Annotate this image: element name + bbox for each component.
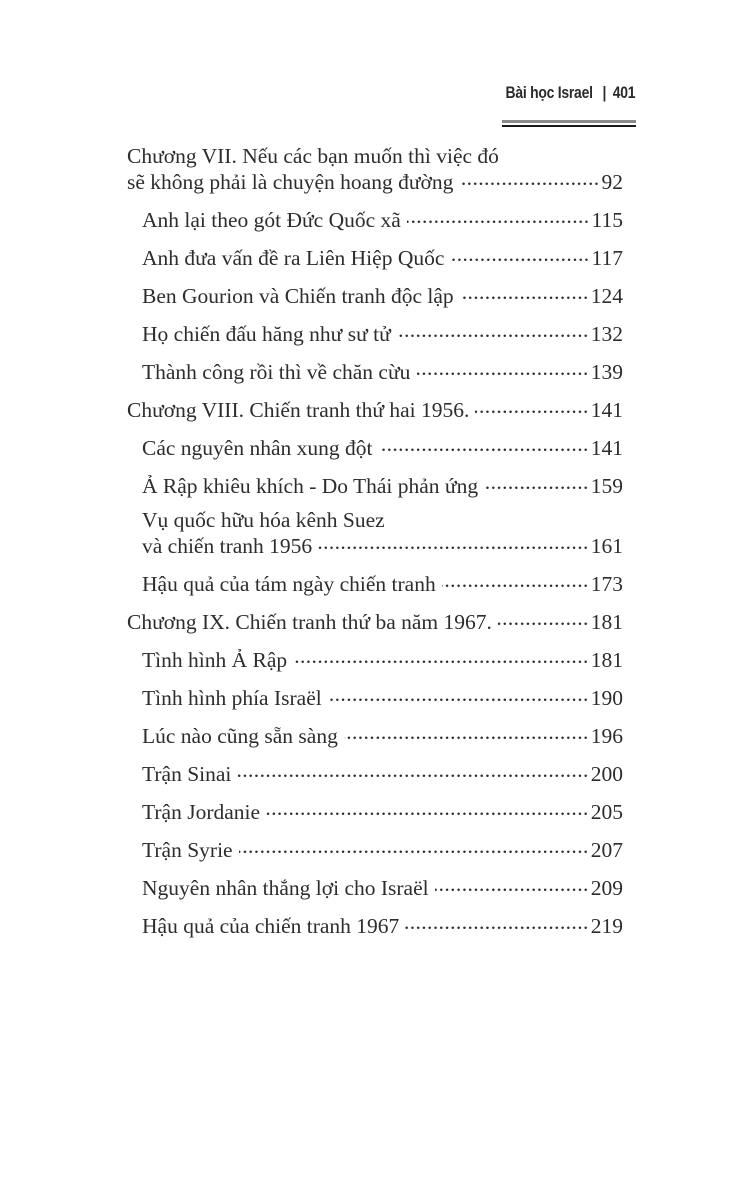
toc-entry-page-number: 132 xyxy=(590,322,623,346)
toc-section-entry xyxy=(127,471,623,497)
toc-entry-title: Trận Jordanie xyxy=(142,800,261,824)
toc-entry-title: Trận Syrie xyxy=(142,838,233,862)
dot-leader xyxy=(318,531,589,553)
toc-entry-page-number: 200 xyxy=(590,762,623,786)
dot-leader xyxy=(407,205,590,227)
book-title: Bài học Israel xyxy=(505,83,593,102)
toc-section-entry xyxy=(127,205,623,231)
toc-entry-row xyxy=(142,645,623,671)
toc-entry-title: Họ chiến đấu hăng như sư tử xyxy=(142,322,391,346)
header-separator: | xyxy=(602,83,606,102)
header-rule-gray xyxy=(502,120,636,123)
toc-section-entry xyxy=(127,683,623,709)
toc-section-entry xyxy=(127,509,623,557)
dot-leader xyxy=(344,721,589,743)
toc-entry-title: Tình hình phía Israël xyxy=(142,686,322,710)
toc-entry-row xyxy=(142,911,623,937)
toc-entry-page-number: 161 xyxy=(590,534,623,558)
toc-entry-page-number: 92 xyxy=(601,170,623,194)
toc-section-entry xyxy=(127,873,623,899)
dot-leader xyxy=(435,873,589,895)
toc-section-entry xyxy=(127,433,623,459)
dot-leader xyxy=(237,759,588,781)
dot-leader xyxy=(239,835,589,857)
toc-entry-title: Thành công rồi thì về chăn cừu xyxy=(142,360,411,384)
dot-leader xyxy=(460,281,589,303)
toc-entry-page-number: 196 xyxy=(590,724,623,748)
toc-entry-title: Hậu quả của chiến tranh 1967 xyxy=(142,914,400,938)
toc-entry-row xyxy=(142,243,623,269)
toc-entry-row xyxy=(142,281,623,307)
dot-leader xyxy=(484,471,589,493)
toc-entry-title: Anh đưa vấn đề ra Liên Hiệp Quốc xyxy=(142,246,445,270)
toc-section-entry xyxy=(127,319,623,345)
toc-entry-page-number: 159 xyxy=(590,474,623,498)
toc-entry-row xyxy=(127,395,623,421)
toc-entry-row xyxy=(142,797,623,823)
toc-entry-title: Tình hình Ả Rập xyxy=(142,648,288,672)
toc-entry-page-number: 181 xyxy=(590,610,623,634)
toc-entry-row xyxy=(142,531,623,557)
toc-entry-row xyxy=(142,683,623,709)
toc-entry-title: Chương VIII. Chiến tranh thứ hai 1956. xyxy=(127,398,470,422)
toc-entry-page-number: 115 xyxy=(591,208,623,232)
toc-entry-page-number: 124 xyxy=(590,284,623,308)
header-rule-black xyxy=(502,125,636,127)
toc-entry-row xyxy=(142,433,623,459)
toc-entry-row xyxy=(142,835,623,861)
toc-entry-title: và chiến tranh 1956 xyxy=(142,534,313,558)
toc-entry-row xyxy=(142,319,623,345)
toc-section-entry xyxy=(127,569,623,595)
running-head xyxy=(505,83,635,103)
toc-entry-title: Hậu quả của tám ngày chiến tranh xyxy=(142,572,436,596)
toc-entry-title: Chương IX. Chiến tranh thứ ba năm 1967. xyxy=(127,610,492,634)
toc-chapter-entry xyxy=(127,395,623,421)
toc-entry-page-number: 181 xyxy=(590,648,623,672)
toc-section-entry xyxy=(127,911,623,937)
toc-entry-title: Lúc nào cũng sẵn sàng xyxy=(142,724,338,748)
page-number: 401 xyxy=(612,83,635,102)
dot-leader xyxy=(379,433,589,455)
dot-leader xyxy=(266,797,589,819)
toc-entry-page-number: 219 xyxy=(590,914,623,938)
toc-section-entry xyxy=(127,759,623,785)
toc-section-entry xyxy=(127,357,623,383)
toc-entry-title: Anh lại theo gót Đức Quốc xã xyxy=(142,208,401,232)
toc-entry-row xyxy=(127,607,623,633)
toc-entry-row xyxy=(142,873,623,899)
toc-entry-page-number: 139 xyxy=(590,360,623,384)
dot-leader xyxy=(498,607,589,629)
toc-chapter-entry xyxy=(127,607,623,633)
dot-leader xyxy=(475,395,588,417)
toc-entry-page-number: 209 xyxy=(590,876,623,900)
toc-section-entry xyxy=(127,835,623,861)
toc-entry-page-number: 173 xyxy=(590,572,623,596)
toc-entry-page-number: 141 xyxy=(590,398,623,422)
toc-entry-row xyxy=(142,205,623,231)
table-of-contents xyxy=(127,145,623,949)
toc-entry-page-number: 207 xyxy=(590,838,623,862)
dot-leader xyxy=(328,683,589,705)
toc-section-entry xyxy=(127,797,623,823)
toc-section-entry xyxy=(127,721,623,747)
toc-entry-page-number: 205 xyxy=(590,800,623,824)
toc-section-entry xyxy=(127,645,623,671)
toc-section-entry xyxy=(127,243,623,269)
toc-entry-title: Trận Sinai xyxy=(142,762,232,786)
toc-entry-title-line1: Vụ quốc hữu hóa kênh Suez xyxy=(142,508,385,532)
toc-entry-row xyxy=(142,759,623,785)
toc-entry-title-line1: Chương VII. Nếu các bạn muốn thì việc đó xyxy=(127,144,499,168)
toc-entry-row xyxy=(142,357,623,383)
toc-entry-page-number: 117 xyxy=(591,246,623,270)
dot-leader xyxy=(459,167,599,189)
toc-entry-title: Ả Rập khiêu khích - Do Thái phản ứng xyxy=(142,474,479,498)
dot-leader xyxy=(397,319,589,341)
toc-entry-page-number: 190 xyxy=(590,686,623,710)
dot-leader xyxy=(450,243,589,265)
dot-leader xyxy=(405,911,588,933)
toc-entry-title: sẽ không phải là chuyện hoang đường xyxy=(127,170,454,194)
dot-leader xyxy=(416,357,588,379)
dot-leader xyxy=(442,569,589,591)
toc-entry-row xyxy=(142,471,623,497)
toc-entry-title: Ben Gourion và Chiến tranh độc lập xyxy=(142,284,454,308)
toc-chapter-entry xyxy=(127,145,623,193)
toc-entry-title: Nguyên nhân thắng lợi cho Israël xyxy=(142,876,429,900)
toc-entry-row xyxy=(127,167,623,193)
toc-entry-title: Các nguyên nhân xung đột xyxy=(142,436,373,460)
dot-leader xyxy=(293,645,589,667)
toc-section-entry xyxy=(127,281,623,307)
toc-entry-page-number: 141 xyxy=(590,436,623,460)
toc-entry-row xyxy=(142,721,623,747)
toc-entry-row xyxy=(142,569,623,595)
